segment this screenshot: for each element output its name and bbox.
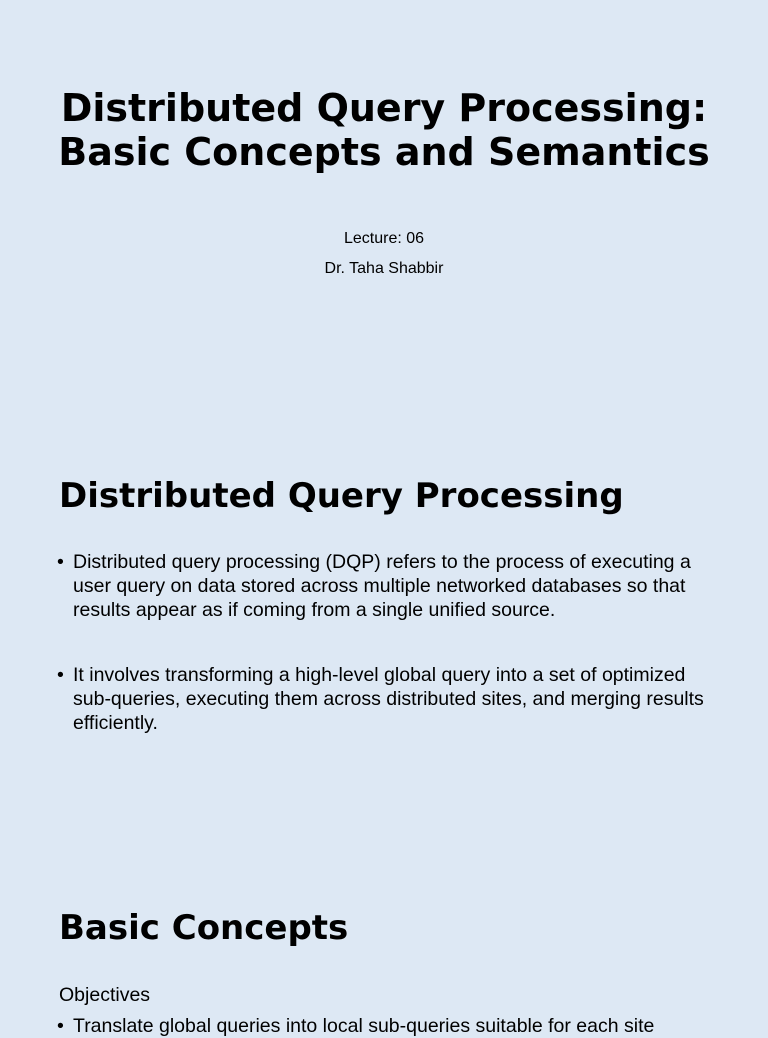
slide-basic-concepts bbox=[0, 864, 768, 1037]
slide-distributed-query-processing bbox=[0, 432, 768, 864]
bullet-text: Translate global queries into local sub-queries suitable for each site bbox=[73, 1015, 655, 1037]
slide-heading: Basic Concepts bbox=[59, 908, 349, 948]
bullet-text: Distributed query processing (DQP) refers to the process of executing a user query on data stored across multiple networked databases so that results appear as if coming from a single unified source. bbox=[73, 551, 691, 621]
objectives-label: Objectives bbox=[59, 984, 151, 1006]
bullet-item bbox=[57, 550, 717, 622]
bullet-marker: • bbox=[57, 551, 64, 573]
title-slide bbox=[0, 0, 768, 432]
slide-heading: Distributed Query Processing bbox=[59, 476, 624, 516]
bullet-item bbox=[57, 663, 717, 735]
bullet-marker: • bbox=[57, 1015, 64, 1037]
presentation-title: Distributed Query Processing: Basic Concepts and Semantics bbox=[58, 86, 710, 174]
bullet-marker: • bbox=[57, 664, 64, 686]
bullet-text: It involves transforming a high-level global query into a set of optimized sub-queries, executing them across distributed sites, and merging results efficiently. bbox=[73, 664, 704, 734]
bullet-item bbox=[57, 1014, 737, 1038]
lecture-number: Lecture: 06 bbox=[343, 230, 425, 247]
author-name: Dr. Taha Shabbir bbox=[324, 260, 444, 277]
